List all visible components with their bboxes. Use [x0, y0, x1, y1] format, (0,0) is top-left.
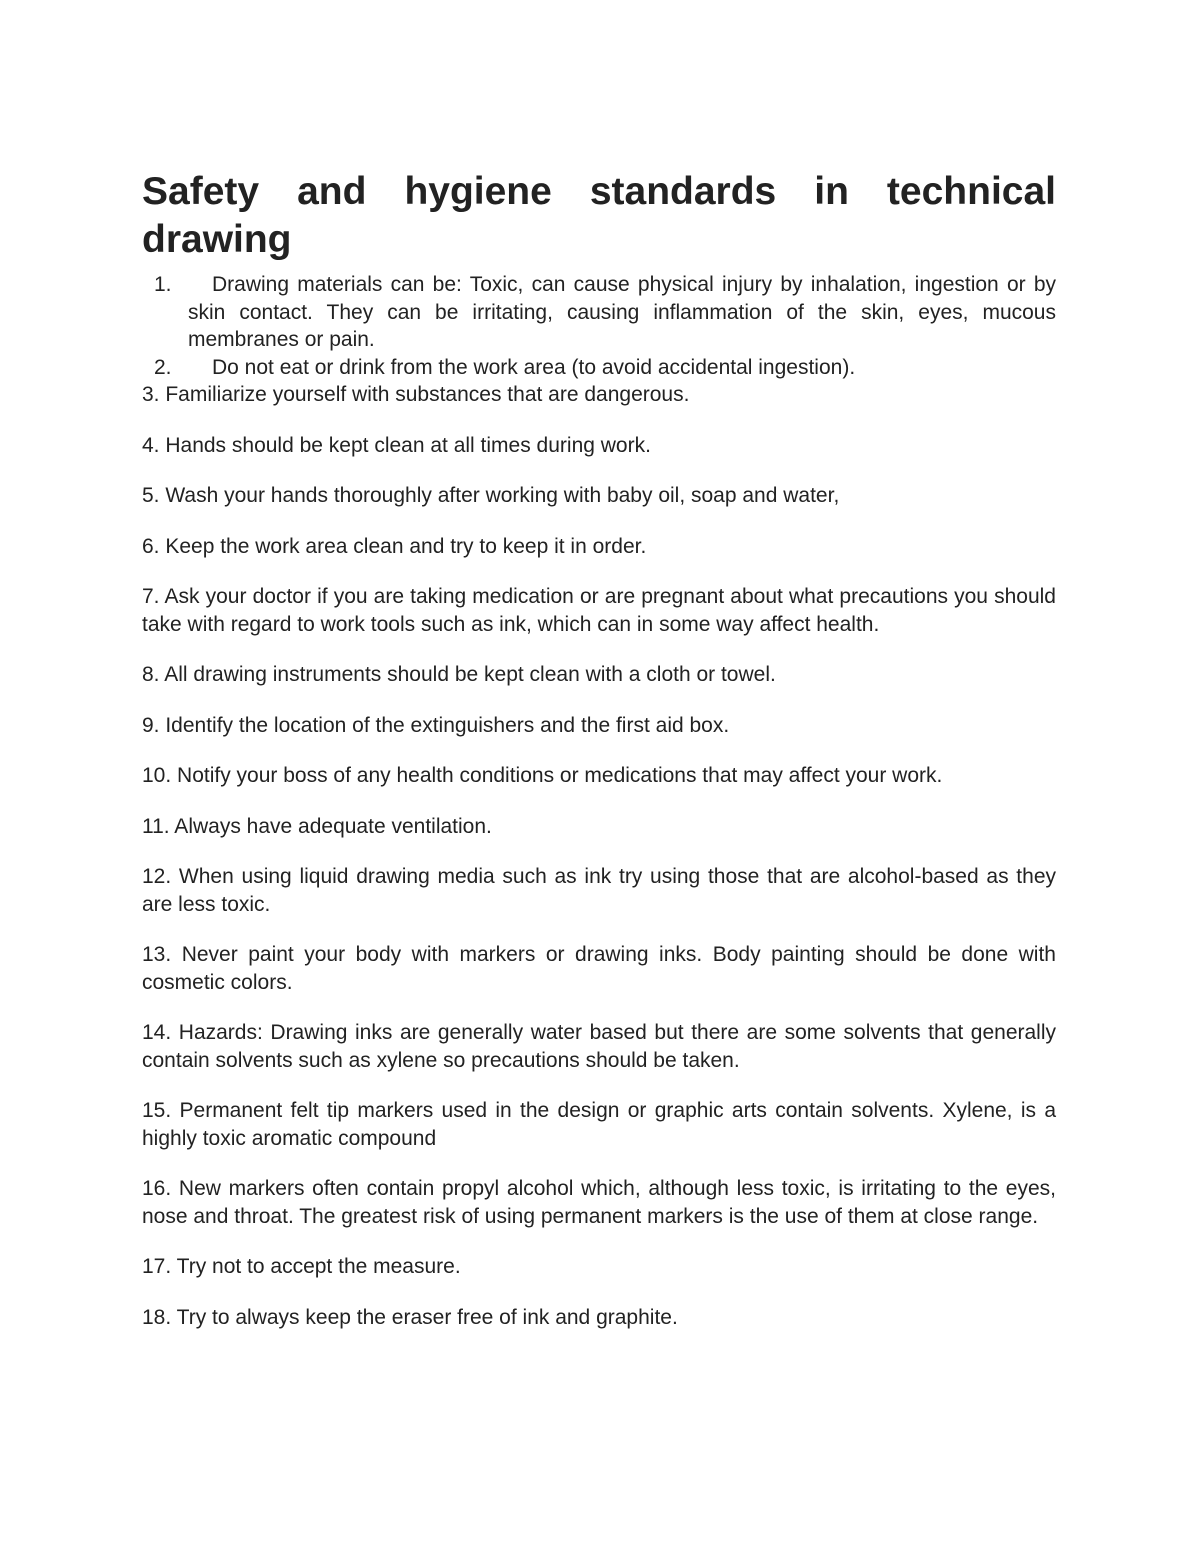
- paragraph: 17. Try not to accept the measure.: [142, 1255, 461, 1278]
- paragraph: 18. Try to always keep the eraser free of ink and graphite.: [142, 1305, 678, 1329]
- list-item: [142, 354, 1056, 382]
- list-item-text: Do not eat or drink from the work area (to avoid accidental ingestion).: [212, 355, 856, 379]
- numbered-list: [142, 271, 1056, 381]
- paragraph: 5. Wash your hands thoroughly after working with baby oil, soap and water,: [142, 484, 840, 507]
- paragraph: 10. Notify your boss of any health conditions or medications that may affect your work.: [142, 764, 943, 787]
- paragraph: 6. Keep the work area clean and try to keep it in order.: [142, 534, 647, 558]
- list-item: [142, 271, 1056, 354]
- paragraph: 8. All drawing instruments should be kept clean with a cloth or towel.: [142, 663, 776, 686]
- list-item-number: 1.: [154, 273, 172, 296]
- paragraph: 15. Permanent felt tip markers used in the design or graphic arts contain solvents. Xylene, is a highly toxic aromatic compound: [142, 1099, 1056, 1150]
- paragraph: 11. Always have adequate ventilation.: [142, 814, 492, 838]
- document-title: Safety and hygiene standards in technical drawing: [142, 170, 1056, 261]
- paragraph-list: [142, 381, 1056, 1331]
- paragraph: 16. New markers often contain propyl alcohol which, although less toxic, is irritating to the eyes, nose and throat. The greatest risk of using permanent markers is the use of them at close range.: [142, 1177, 1056, 1228]
- paragraph: 3. Familiarize yourself with substances that are dangerous.: [142, 383, 690, 406]
- paragraph: 4. Hands should be kept clean at all times during work.: [142, 433, 651, 457]
- list-item-text: Drawing materials can be: Toxic, can cause physical injury by inhalation, ingestion or by skin contact. They can be irritating, causing inflammation of the skin, eyes, mucous membranes or pain.: [188, 273, 1056, 351]
- paragraph: 7. Ask your doctor if you are taking medication or are pregnant about what precautions you should take with regard to work tools such as ink, which can in some way affect health.: [142, 585, 1056, 636]
- paragraph: 12. When using liquid drawing media such as ink try using those that are alcohol-based as they are less toxic.: [142, 865, 1056, 916]
- paragraph: 14. Hazards: Drawing inks are generally water based but there are some solvents that generally contain solvents such as xylene so precautions should be taken.: [142, 1021, 1056, 1072]
- paragraph: 9. Identify the location of the extinguishers and the first aid box.: [142, 713, 730, 737]
- paragraph: 13. Never paint your body with markers or drawing inks. Body painting should be done with cosmetic colors.: [142, 943, 1056, 994]
- list-item-number: 2.: [154, 355, 172, 379]
- document-page: [142, 168, 1056, 1354]
